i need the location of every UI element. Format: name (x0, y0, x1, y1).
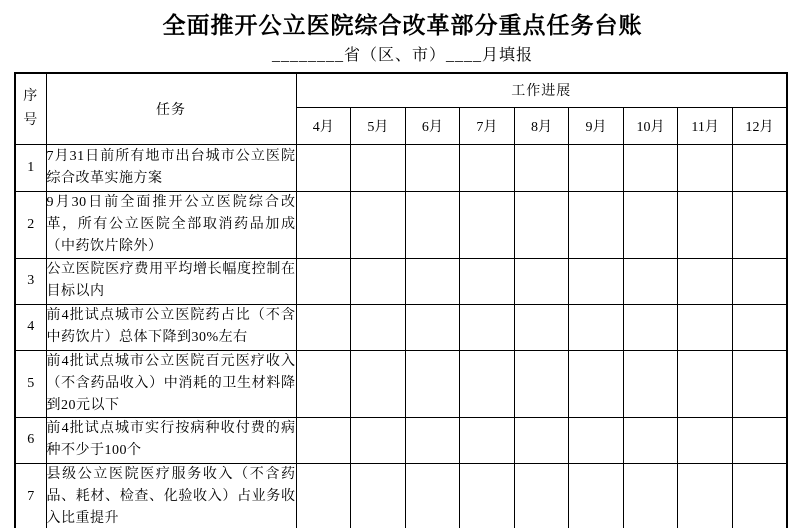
progress-cell[interactable] (296, 463, 351, 528)
col-header-task: 任务 (46, 73, 296, 144)
table-row (15, 350, 787, 417)
progress-cell[interactable] (569, 417, 624, 463)
month-header: 8月 (514, 107, 569, 144)
row-serial: 2 (15, 191, 46, 258)
row-serial: 3 (15, 258, 46, 304)
progress-cell[interactable] (623, 417, 678, 463)
task-ledger-table (14, 72, 788, 528)
row-task: 前4批试点城市公立医院药占比（不含中药饮片）总体下降到30%左右 (46, 304, 296, 350)
row-serial: 4 (15, 304, 46, 350)
progress-cell[interactable] (460, 463, 515, 528)
col-header-serial: 序号 (15, 73, 46, 144)
table-row (15, 417, 787, 463)
month-header: 10月 (623, 107, 678, 144)
row-serial: 7 (15, 463, 46, 528)
progress-cell[interactable] (351, 463, 406, 528)
col-header-progress: 工作进展 (296, 73, 787, 107)
progress-cell[interactable] (678, 258, 733, 304)
progress-cell[interactable] (514, 417, 569, 463)
row-task: 前4批试点城市公立医院百元医疗收入（不含药品收入）中消耗的卫生材料降到20元以下 (46, 350, 296, 417)
month-header: 12月 (732, 107, 787, 144)
progress-cell[interactable] (460, 258, 515, 304)
progress-cell[interactable] (623, 144, 678, 191)
progress-cell[interactable] (351, 304, 406, 350)
row-task: 公立医院医疗费用平均增长幅度控制在目标以内 (46, 258, 296, 304)
table-row (15, 463, 787, 528)
progress-cell[interactable] (460, 350, 515, 417)
progress-cell[interactable] (296, 304, 351, 350)
progress-cell[interactable] (514, 191, 569, 258)
row-task: 前4批试点城市实行按病种收付费的病种不少于100个 (46, 417, 296, 463)
table-row (15, 191, 787, 258)
progress-cell[interactable] (569, 191, 624, 258)
progress-cell[interactable] (678, 144, 733, 191)
page-title: 全面推开公立医院综合改革部分重点任务台账 (162, 13, 643, 38)
progress-cell[interactable] (351, 258, 406, 304)
progress-cell[interactable] (405, 350, 460, 417)
progress-cell[interactable] (514, 350, 569, 417)
progress-cell[interactable] (678, 304, 733, 350)
progress-cell[interactable] (405, 144, 460, 191)
row-serial: 6 (15, 417, 46, 463)
month-header: 6月 (405, 107, 460, 144)
month-header: 5月 (351, 107, 406, 144)
progress-cell[interactable] (296, 258, 351, 304)
month-header: 11月 (678, 107, 733, 144)
progress-cell[interactable] (732, 304, 787, 350)
progress-cell[interactable] (569, 144, 624, 191)
progress-cell[interactable] (569, 350, 624, 417)
progress-cell[interactable] (678, 191, 733, 258)
row-task: 7月31日前所有地市出台城市公立医院综合改革实施方案 (46, 144, 296, 191)
progress-cell[interactable] (623, 304, 678, 350)
progress-cell[interactable] (623, 258, 678, 304)
table-row (15, 144, 787, 191)
progress-cell[interactable] (732, 350, 787, 417)
row-serial: 5 (15, 350, 46, 417)
row-serial: 1 (15, 144, 46, 191)
progress-cell[interactable] (514, 258, 569, 304)
progress-cell[interactable] (405, 258, 460, 304)
progress-cell[interactable] (296, 350, 351, 417)
progress-cell[interactable] (678, 350, 733, 417)
progress-cell[interactable] (351, 144, 406, 191)
progress-cell[interactable] (569, 258, 624, 304)
progress-cell[interactable] (351, 417, 406, 463)
progress-cell[interactable] (623, 350, 678, 417)
month-header: 7月 (460, 107, 515, 144)
progress-cell[interactable] (514, 304, 569, 350)
progress-cell[interactable] (460, 417, 515, 463)
progress-cell[interactable] (296, 144, 351, 191)
table-row (15, 258, 787, 304)
progress-cell[interactable] (460, 191, 515, 258)
month-header: 9月 (569, 107, 624, 144)
progress-cell[interactable] (569, 463, 624, 528)
progress-cell[interactable] (732, 417, 787, 463)
progress-cell[interactable] (405, 304, 460, 350)
progress-cell[interactable] (405, 417, 460, 463)
progress-cell[interactable] (296, 191, 351, 258)
progress-cell[interactable] (732, 144, 787, 191)
header-row-top (15, 73, 787, 107)
progress-cell[interactable] (678, 417, 733, 463)
progress-cell[interactable] (569, 304, 624, 350)
progress-cell[interactable] (623, 463, 678, 528)
progress-cell[interactable] (514, 144, 569, 191)
progress-cell[interactable] (678, 463, 733, 528)
table-row (15, 304, 787, 350)
progress-cell[interactable] (732, 191, 787, 258)
progress-cell[interactable] (732, 463, 787, 528)
month-header: 4月 (296, 107, 351, 144)
progress-cell[interactable] (405, 463, 460, 528)
row-task: 县级公立医院医疗服务收入（不含药品、耗材、检查、化验收入）占业务收入比重提升 (46, 463, 296, 528)
progress-cell[interactable] (460, 304, 515, 350)
subtitle-fill-line: ________省（区、市）____月填报 (271, 47, 533, 64)
progress-cell[interactable] (296, 417, 351, 463)
progress-cell[interactable] (351, 191, 406, 258)
progress-cell[interactable] (460, 144, 515, 191)
progress-cell[interactable] (732, 258, 787, 304)
progress-cell[interactable] (351, 350, 406, 417)
row-task: 9月30日前全面推开公立医院综合改革，所有公立医院全部取消药品加成（中药饮片除外） (46, 191, 296, 258)
progress-cell[interactable] (623, 191, 678, 258)
progress-cell[interactable] (405, 191, 460, 258)
progress-cell[interactable] (514, 463, 569, 528)
